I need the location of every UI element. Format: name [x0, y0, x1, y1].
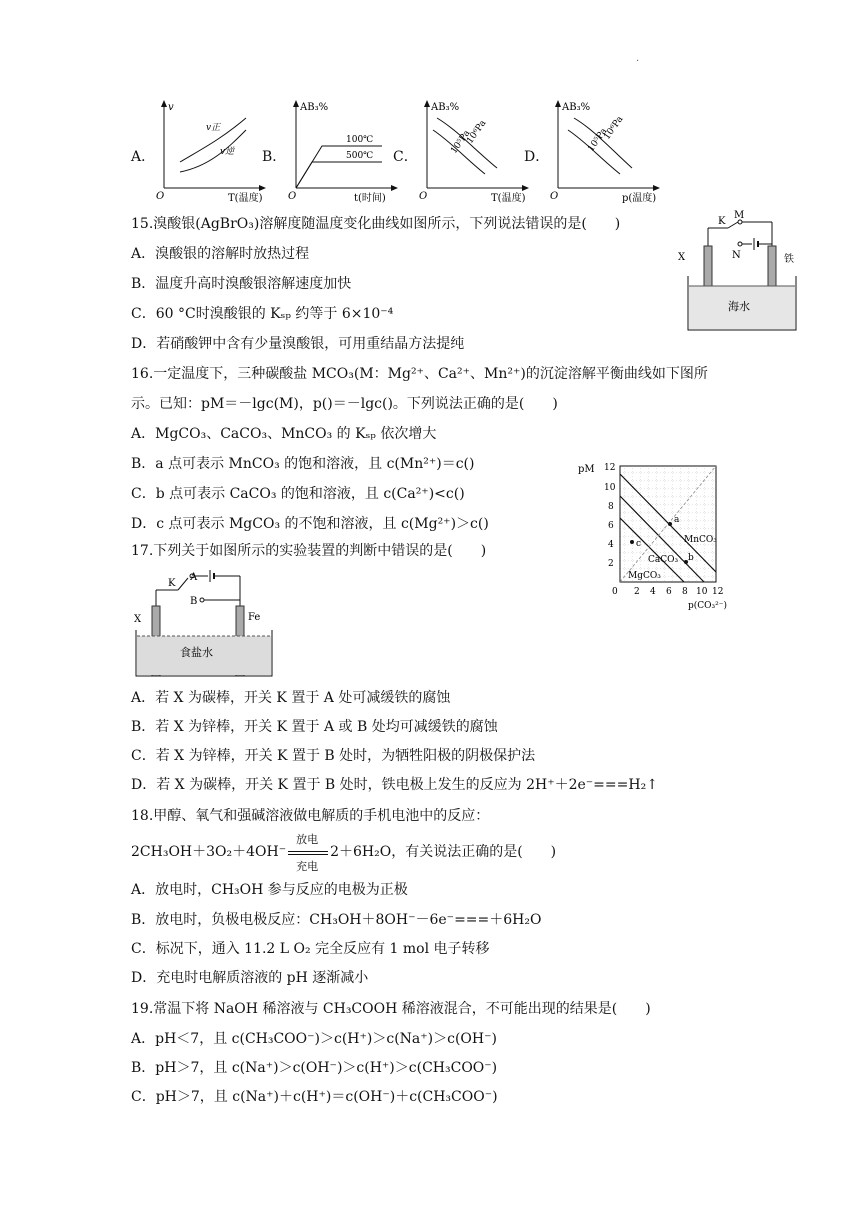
q16-option-a: A．MgCO₃、CaCO₃、MnCO₃ 的 Kₛₚ 依次增大: [131, 426, 437, 442]
q18-option-c: C．标况下，通入 11.2 L O₂ 完全反应有 1 mol 电子转移: [131, 941, 490, 957]
graph-b-ylabel: AB₃%: [300, 102, 329, 113]
q18-option-a: A．放电时，CH₃OH 参与反应的电极为正极: [131, 882, 408, 898]
q18-eq-bottom: 充电: [296, 860, 319, 873]
graph-c-curve2: 10⁵Pa: [449, 128, 473, 156]
fig16-point-c: c: [636, 539, 642, 549]
fig16-curve-mnco3: MnCO₃: [684, 535, 717, 545]
fig16-point-a: a: [674, 515, 680, 525]
q17-option-d: D．若 X 为碳棒，开关 K 置于 B 处时，铁电极上发生的反应为 2H⁺＋2e⁻===H₂↑: [131, 777, 658, 793]
q18-option-d: D．充电时电解质溶液的 pH 逐渐减小: [131, 970, 369, 986]
fig16-xtick-2: 2: [634, 587, 640, 597]
fig16-xtick-10: 10: [696, 587, 708, 597]
fig16-ytick-2: 2: [608, 559, 614, 569]
fig15-label-n: N: [732, 250, 741, 261]
fig16-curve-caco3: CaCO₃: [648, 555, 679, 565]
fig17-label-fe: Fe: [248, 612, 261, 623]
page-dot: ·: [636, 56, 640, 67]
graph-d-xlabel: p(温度): [622, 193, 657, 204]
q18-eq-arrow: [286, 833, 330, 873]
graph-a-origin: O: [156, 191, 165, 202]
q17-option-c: C．若 X 为锌棒，开关 K 置于 B 处时，为牺牲阳极的阴极保护法: [131, 748, 536, 764]
q17-option-a: A．若 X 为碳棒，开关 K 置于 A 处可减缓铁的腐蚀: [131, 690, 451, 706]
graph-a-curve2: v逆: [220, 147, 235, 157]
q17-option-b: B．若 X 为锌棒，开关 K 置于 A 或 B 处均可减缓铁的腐蚀: [131, 719, 498, 735]
q18-stem: 18.甲醇、氧气和强碱溶液做电解质的手机电池中的反应：: [131, 808, 490, 824]
q19-option-a: A．pH＜7，且 c(CH₃COO⁻)＞c(H⁺)＞c(Na⁺)＞c(OH⁻): [131, 1031, 497, 1047]
graph-c-ylabel: AB₃%: [431, 102, 460, 113]
fig17-water-label: 食盐水: [180, 646, 213, 659]
fig16-ytick-6: 6: [608, 521, 614, 531]
fig16-chart: [576, 456, 776, 616]
fig16-point-b: b: [688, 553, 694, 563]
graph-a-curve1: v正: [206, 123, 221, 133]
fig16-xtick-8: 8: [682, 587, 688, 597]
q16-option-b: B．a 点可表示 MnCO₃ 的饱和溶液，且 c(Mn²⁺)＝c(): [131, 456, 475, 472]
fig16-xtick-12: 12: [712, 587, 724, 597]
fig15-water-label: 海水: [728, 300, 750, 313]
fig16-xlabel: p(CO₃²⁻): [688, 601, 728, 611]
option-c-letter: C．: [393, 149, 418, 165]
graph-c: [413, 96, 529, 204]
fig16-ylabel: pM: [578, 464, 595, 475]
graph-b-curve1: 100℃: [346, 135, 374, 145]
graph-d-curve1: 10⁶Pa: [602, 114, 626, 142]
graph-b: [282, 96, 398, 204]
graph-a-ylabel: v: [168, 102, 174, 113]
fig17-label-k: K: [168, 578, 176, 589]
q16-stem-line2: 示。已知：pM＝－lgc(M)，p()＝－lgc()。下列说法正确的是( ): [131, 396, 558, 412]
fig15-label-m: M: [734, 210, 745, 221]
graph-b-curve2: 500℃: [346, 151, 374, 161]
fig15-label-iron: 铁: [784, 254, 794, 265]
graph-d: [544, 96, 660, 204]
q15-option-a: A．溴酸银的溶解时放热过程: [131, 246, 310, 262]
fig17-label-a: A: [190, 572, 198, 583]
graph-c-origin: O: [419, 191, 428, 202]
graph-a-xlabel: T(温度): [228, 193, 263, 204]
q18-equation: [131, 833, 557, 873]
q16-option-c: C．b 点可表示 CaCO₃ 的饱和溶液，且 c(Ca²⁺)<c(): [131, 486, 465, 502]
q18-option-b: B．放电时，负极电极反应：CH₃OH＋8OH⁻－6e⁻===＋6H₂O: [131, 912, 542, 928]
fig15-apparatus: [672, 206, 802, 336]
fig16-ytick-8: 8: [608, 502, 614, 512]
graph-b-xlabel: t(时间): [354, 193, 386, 204]
fig16-xtick-4: 4: [650, 587, 656, 597]
q18-eq-top: 放电: [296, 833, 319, 846]
q15-option-c: C．60 °C时溴酸银的 Kₛₚ 约等于 6×10⁻⁴: [131, 306, 394, 322]
q15-option-b: B．温度升高时溴酸银溶解速度加快: [131, 276, 352, 292]
graph-a: [150, 96, 266, 204]
graph-b-origin: O: [288, 191, 297, 202]
q18-eq-right: 2＋6H₂O，有关说法正确的是( ): [330, 844, 557, 860]
fig16-ytick-12: 12: [604, 463, 616, 473]
graph-d-ylabel: AB₃%: [562, 102, 591, 113]
fig17-label-b: B: [190, 596, 198, 607]
fig17-apparatus: [128, 564, 278, 684]
option-a-letter: A．: [131, 149, 156, 165]
q15-stem: 15.溴酸银(AgBrO₃)溶解度随温度变化曲线如图所示，下列说法错误的是( ): [131, 216, 621, 232]
fig17-label-x: X: [134, 614, 142, 625]
fig16-xtick-6: 6: [666, 587, 672, 597]
fig16-ytick-10: 10: [604, 483, 616, 493]
q19-option-b: B．pH＞7，且 c(Na⁺)＞c(OH⁻)＞c(H⁺)＞c(CH₃COO⁻): [131, 1060, 498, 1076]
q18-eq-left: 2CH₃OH＋3O₂＋4OH⁻: [131, 844, 287, 860]
q16-option-d: D．c 点可表示 MgCO₃ 的不饱和溶液，且 c(Mg²⁺)＞c(): [131, 516, 489, 532]
fig16-origin: 0: [612, 587, 618, 597]
graph-c-xlabel: T(温度): [491, 193, 526, 204]
option-b-letter: B．: [262, 149, 287, 165]
graph-c-curve1: 10⁶Pa: [465, 118, 489, 146]
fig16-curve-mgco3: MgCO₃: [628, 571, 661, 581]
fig16-ytick-4: 4: [608, 540, 614, 550]
q19-option-c: C．pH＞7，且 c(Na⁺)＋c(H⁺)＝c(OH⁻)＋c(CH₃COO⁻): [131, 1089, 498, 1105]
fig15-label-x: X: [678, 252, 686, 263]
q16-stem-line1: 16.一定温度下，三种碳酸盐 MCO₃(M：Mg²⁺、Ca²⁺、Mn²⁺)的沉淀溶解平衡曲线如下图所: [131, 366, 708, 382]
option-d-letter: D．: [524, 149, 550, 165]
graph-d-curve2: 10⁵Pa: [586, 126, 610, 154]
fig15-label-k: K: [718, 216, 726, 227]
q17-stem: 17.下列关于如图所示的实验装置的判断中错误的是( ): [131, 543, 487, 559]
graph-d-origin: O: [550, 191, 559, 202]
q15-option-d: D．若硝酸钾中含有少量溴酸银，可用重结晶方法提纯: [131, 336, 465, 352]
q19-stem: 19.常温下将 NaOH 稀溶液与 CH₃COOH 稀溶液混合，不可能出现的结果是( ): [131, 1001, 651, 1017]
